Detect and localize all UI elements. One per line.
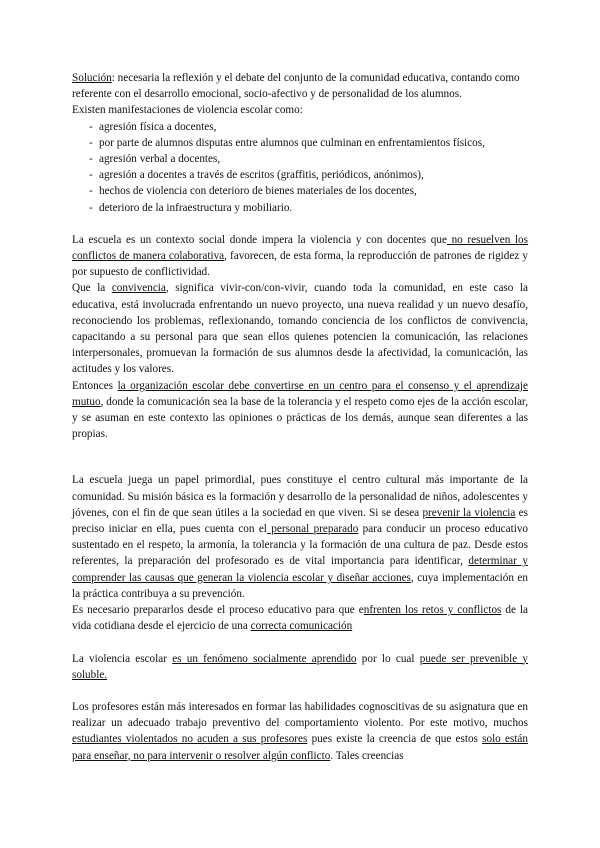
learned-phenomenon-paragraph: La violencia escolar es un fenómeno socialmente aprendido por lo cual puede ser prevenible y soluble. xyxy=(72,652,528,681)
preparation-paragraph: Es necesario prepararlos desde el proceso educativo para que enfrenten los retos y conflictos de la vida cotidiana desde el ejercicio de una correcta comunicación xyxy=(72,604,528,633)
violence-list xyxy=(72,119,528,216)
list-item: - deterioro de la infraestructura y mobiliario. xyxy=(72,200,528,216)
list-item: - agresión verbal a docentes, xyxy=(72,151,528,167)
school-context-paragraph: La escuela es un contexto social donde impera la violencia y con docentes que no resuelven los conflictos de manera colaborativa, favorecen, de esta forma, la reproducción de patrones de rigidez y por supuesto de conflictividad. xyxy=(72,233,529,279)
organization-paragraph: Entonces la organización escolar debe convertirse en un centro para el consenso y el aprendizaje mutuo, donde la comunicación sea la base de la tolerancia y el respeto como ejes de la acción escolar, y se asuman en este contexto las opiniones o prácticas de los demás, aunque sean diferentes a las propias. xyxy=(72,379,528,441)
violence-intro: Existen manifestaciones de violencia escolar como: xyxy=(72,104,303,117)
list-item: - por parte de alumnos disputas entre alumnos que culminan en enfrentamientos físicos, xyxy=(72,135,528,151)
list-item: - agresión física a docentes, xyxy=(72,119,528,135)
list-item: - hechos de violencia con deterioro de bienes materiales de los docentes, xyxy=(72,183,528,199)
solution-label: Solución xyxy=(72,72,112,84)
teachers-paragraph: Los profesores están más interesados en formar las habilidades cognoscitivas de su asignatura que en realizar un adecuado trabajo preventivo del comportamiento violento. Por este motivo, muchos estudiantes violentados no acuden a sus profesores pues existe la creencia de que estos solo están para enseñar, no para intervenir o resolver algún conflicto. Tales creencias xyxy=(72,700,528,762)
school-role-paragraph: La escuela juega un papel primordial, pues constituye el centro cultural más importante de la comunidad. Su misión básica es la formación y desarrollo de la personalidad de niños, adolescentes y jóvenes, con el fin de que sean útiles a la sociedad en que viven. Si se desea prevenir la violencia es preciso iniciar en ella, pues cuenta con el personal preparado para conducir un proceso educativo sustentado en el respeto, la armonía, la tolerancia y la formación de una cultura de paz. Desde estos referentes, la preparación del profesorado es de vital importancia para identificar, determinar y comprender las causas que generan la violencia escolar y diseñar acciones, cuya implementación en la práctica contribuya a su prevención. xyxy=(72,474,529,600)
solution-paragraph: Solución: necesaria la reflexión y el debate del conjunto de la comunidad educativa, contando como referente con el desarrollo emocional, socio-afectivo y de personalidad de los alumnos. xyxy=(72,72,520,101)
convivencia-paragraph: Que la convivencia, significa vivir-con/con-vivir, cuando toda la comunidad, en este caso la educativa, está involucrada enfrentando un nuevo proyecto, una nueva realidad y un nuevo desafío, reconociendo los problemas, reflexionando, tomando conciencia de los conflictos de convivencia, capacitando a su personal para que sean ellos quienes potencien la comunicación, las relaciones interpersonales, promuevan la formación de sus alumnos desde la afectividad, la comunicación, las actitudes y los valores. xyxy=(72,282,528,376)
list-item: - agresión a docentes a través de escritos (graffitis, periódicos, anónimos), xyxy=(72,167,528,183)
